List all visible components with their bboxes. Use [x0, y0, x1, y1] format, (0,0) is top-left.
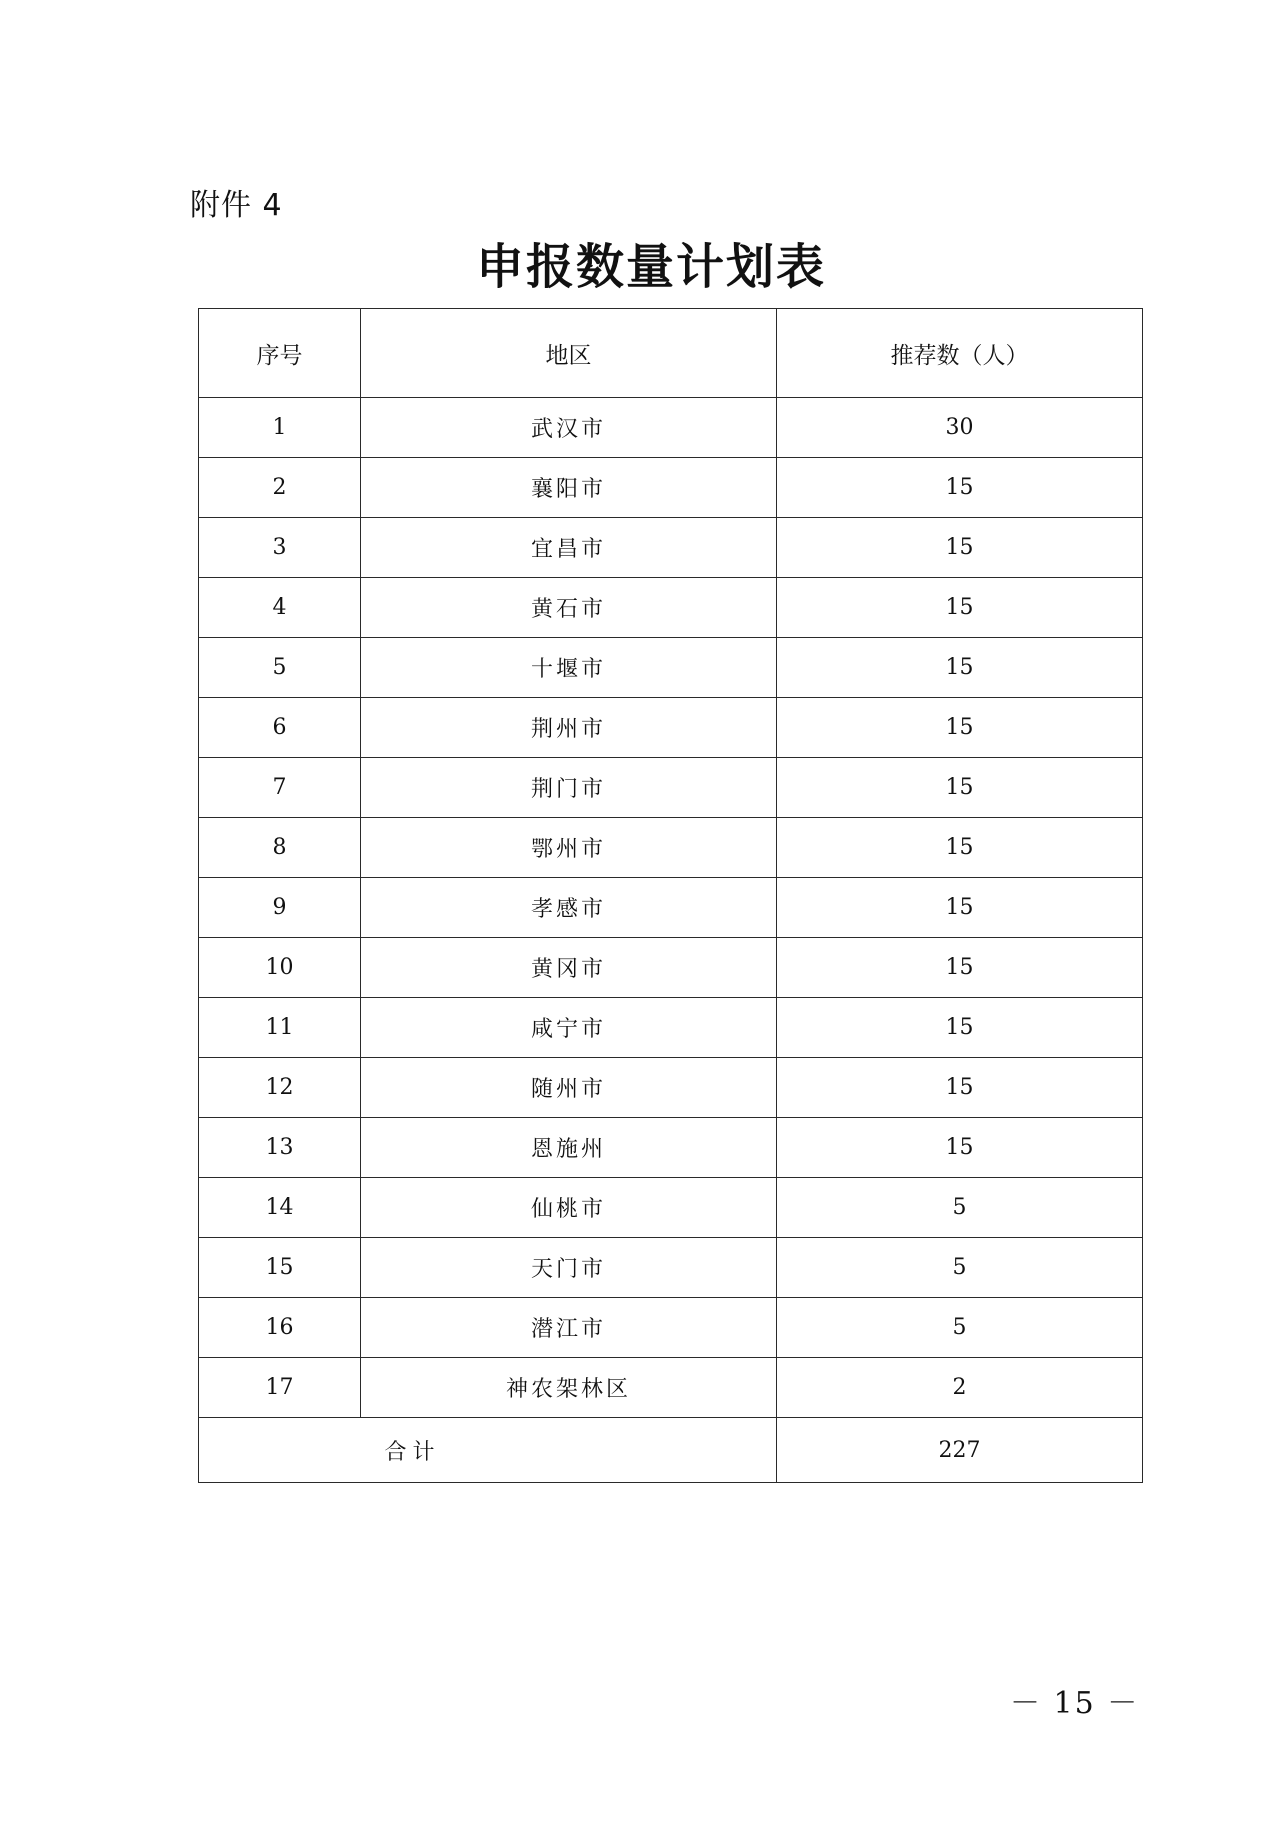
table-row	[199, 1358, 1143, 1418]
cell-count: 15	[777, 758, 1143, 818]
cell-count: 15	[777, 818, 1143, 878]
cell-seq: 16	[199, 1298, 361, 1358]
cell-count: 30	[777, 398, 1143, 458]
cell-seq: 6	[199, 698, 361, 758]
header-seq: 序号	[199, 309, 361, 398]
cell-region: 荆州市	[361, 698, 777, 758]
cell-count: 15	[777, 458, 1143, 518]
table-row	[199, 878, 1143, 938]
table-row	[199, 398, 1143, 458]
table-header	[199, 309, 1143, 398]
cell-region: 咸宁市	[361, 998, 777, 1058]
cell-region: 十堰市	[361, 638, 777, 698]
cell-seq: 7	[199, 758, 361, 818]
cell-count: 15	[777, 998, 1143, 1058]
cell-seq: 9	[199, 878, 361, 938]
cell-region: 恩施州	[361, 1118, 777, 1178]
cell-count: 15	[777, 1118, 1143, 1178]
cell-seq: 15	[199, 1238, 361, 1298]
cell-seq: 5	[199, 638, 361, 698]
cell-seq: 12	[199, 1058, 361, 1118]
cell-seq: 8	[199, 818, 361, 878]
cell-region: 仙桃市	[361, 1178, 777, 1238]
table-row	[199, 458, 1143, 518]
cell-count: 2	[777, 1358, 1143, 1418]
cell-seq: 1	[199, 398, 361, 458]
table-row	[199, 518, 1143, 578]
cell-count: 5	[777, 1238, 1143, 1298]
cell-seq: 3	[199, 518, 361, 578]
cell-seq: 11	[199, 998, 361, 1058]
cell-seq: 17	[199, 1358, 361, 1418]
total-count: 227	[777, 1418, 1143, 1483]
cell-seq: 14	[199, 1178, 361, 1238]
total-row	[199, 1418, 1143, 1483]
header-row	[199, 309, 1143, 398]
cell-count: 15	[777, 698, 1143, 758]
cell-seq: 2	[199, 458, 361, 518]
cell-region: 襄阳市	[361, 458, 777, 518]
document-title: 申报数量计划表	[475, 239, 826, 295]
attachment-label: 附件 4	[190, 188, 283, 223]
table-body	[199, 398, 1143, 1418]
cell-region: 鄂州市	[361, 818, 777, 878]
total-label: 合计	[199, 1418, 777, 1483]
cell-region: 宜昌市	[361, 518, 777, 578]
table-row	[199, 1178, 1143, 1238]
cell-count: 15	[777, 638, 1143, 698]
table-row	[199, 1058, 1143, 1118]
table-row	[199, 1238, 1143, 1298]
cell-count: 15	[777, 878, 1143, 938]
table-row	[199, 698, 1143, 758]
cell-region: 黄石市	[361, 578, 777, 638]
cell-seq: 4	[199, 578, 361, 638]
cell-region: 孝感市	[361, 878, 777, 938]
cell-seq: 13	[199, 1118, 361, 1178]
header-region: 地区	[361, 309, 777, 398]
cell-region: 武汉市	[361, 398, 777, 458]
cell-region: 荆门市	[361, 758, 777, 818]
table-row	[199, 818, 1143, 878]
cell-count: 15	[777, 518, 1143, 578]
table-row	[199, 1298, 1143, 1358]
cell-count: 5	[777, 1178, 1143, 1238]
table-row	[199, 758, 1143, 818]
cell-region: 随州市	[361, 1058, 777, 1118]
cell-region: 潜江市	[361, 1298, 777, 1358]
cell-count: 15	[777, 578, 1143, 638]
header-count: 推荐数（人）	[777, 309, 1143, 398]
cell-region: 神农架林区	[361, 1358, 777, 1418]
cell-seq: 10	[199, 938, 361, 998]
cell-region: 黄冈市	[361, 938, 777, 998]
plan-table	[198, 308, 1143, 1483]
cell-region: 天门市	[361, 1238, 777, 1298]
cell-count: 15	[777, 1058, 1143, 1118]
table-row	[199, 998, 1143, 1058]
page-number: － 15 －	[1010, 1686, 1140, 1721]
cell-count: 15	[777, 938, 1143, 998]
table-row	[199, 938, 1143, 998]
table-row	[199, 578, 1143, 638]
table-row	[199, 638, 1143, 698]
table-row	[199, 1118, 1143, 1178]
table-footer	[199, 1418, 1143, 1483]
cell-count: 5	[777, 1298, 1143, 1358]
